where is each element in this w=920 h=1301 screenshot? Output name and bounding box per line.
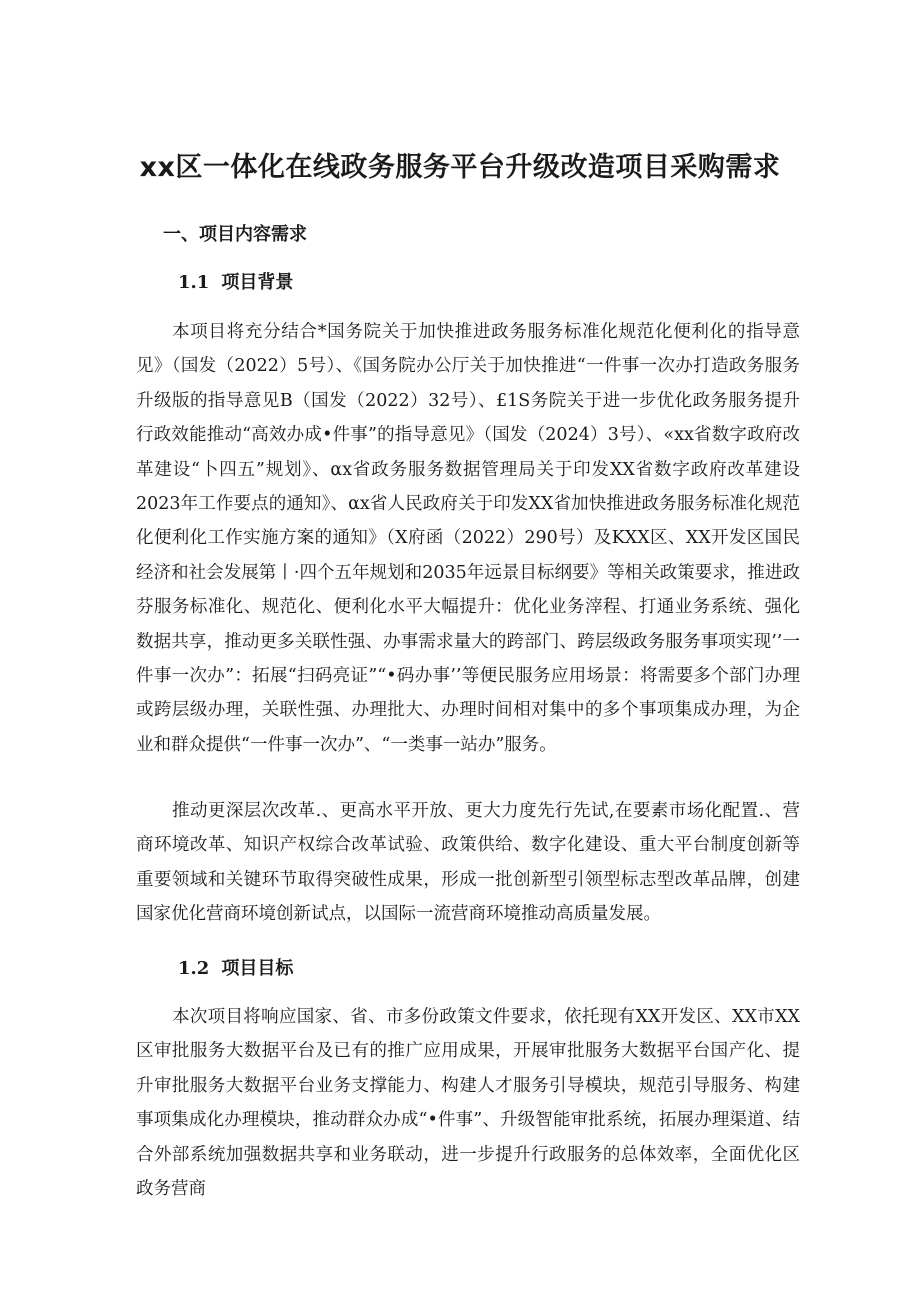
paragraph-background-policies: 本项目将充分结合*国务院关于加快推进政务服务标准化规范化便利化的指导意见》（国发（2022）5号）、《国务院办公厅关于加快推进“一件事一次办打造政务服务升级版的指导意见B（国发（2022）32号）、£1S务院关于进一步优化政务服务提升行政效能推动“高效办成•件事”的指导意见》（国发（2024）3号）、«xx省数字政府改革建设“卜四五”规划》、αx省政务服务数据管理局关于印发XX省数字政府改革建设2023年工作要点的通知》、αx省人民政府关于印发XX省加快推进政务服务标准化规范化便利化工作实施方案的通知》（X府函（2022）290号）及KXX区、XX开发区国民经济和社会发展第丨·四个五年规划和2035年远景目标纲要》等相关政策要求，推进政芬服务标准化、规范化、便利化水平大幅提升：优化业务滓程、打通业务系统、强化数据共享，推动更多关联性强、办事需求量大的跨部门、跨层级政务服务事项实现’’一件事一次办”：拓展“扫码亮证”“•码办事’’等便民服务应用场景：将需要多个部门办理或跨层级办理，关联性强、办理批大、办理时间相对集中的多个事项集成办理，为企业和群众提供“一件事一次办”、“一类事一站办”服务。 — [136, 322, 800, 755]
section-heading-project-content: 一、项目内容需求 — [163, 224, 307, 245]
subsection-heading-background — [178, 270, 293, 296]
subsection-label: 项目目标 — [221, 958, 294, 979]
subsection-heading-objectives — [178, 956, 293, 982]
paragraph-reform-goals: 推动更深层次改革.、更高水平开放、更大力度先行先试,在要素市场化配置.、营商环境改革、知识产权综合改革试验、政策供给、数字化建设、重大平台制度创新等重要领域和关键环节取得突破性成果，形成一批创新型引领型标志型改革品牌，创建国家优化营商环境创新试点，以国际一流营商环境推动高质量发展。 — [136, 801, 800, 925]
paragraph-project-objectives: 本次项目将响应国家、省、市多份政策文件要求，依托现有XX开发区、XX市XX区审批服务大数据平台及已有的推广应用成果，开展审批服务大数据平台国产化、提升审批服务大数据平台业务支撑能力、构建人才服务引导模块，规范引导服务、构建事项集成化办理模块，推动群众办成“•件事”、升级智能审批系统，拓展办理渠道、结合外部系统加强数据共享和业务联动，进一步提升行政服务的总体效率，全面优化区政务营商 — [136, 1007, 800, 1200]
subsection-number: 1.2 — [178, 958, 210, 979]
subsection-label: 项目背景 — [221, 272, 294, 293]
subsection-number: 1.1 — [178, 272, 210, 293]
document-title: xx区一体化在线政务服务平台升级改造项目采购需求 — [139, 152, 781, 183]
